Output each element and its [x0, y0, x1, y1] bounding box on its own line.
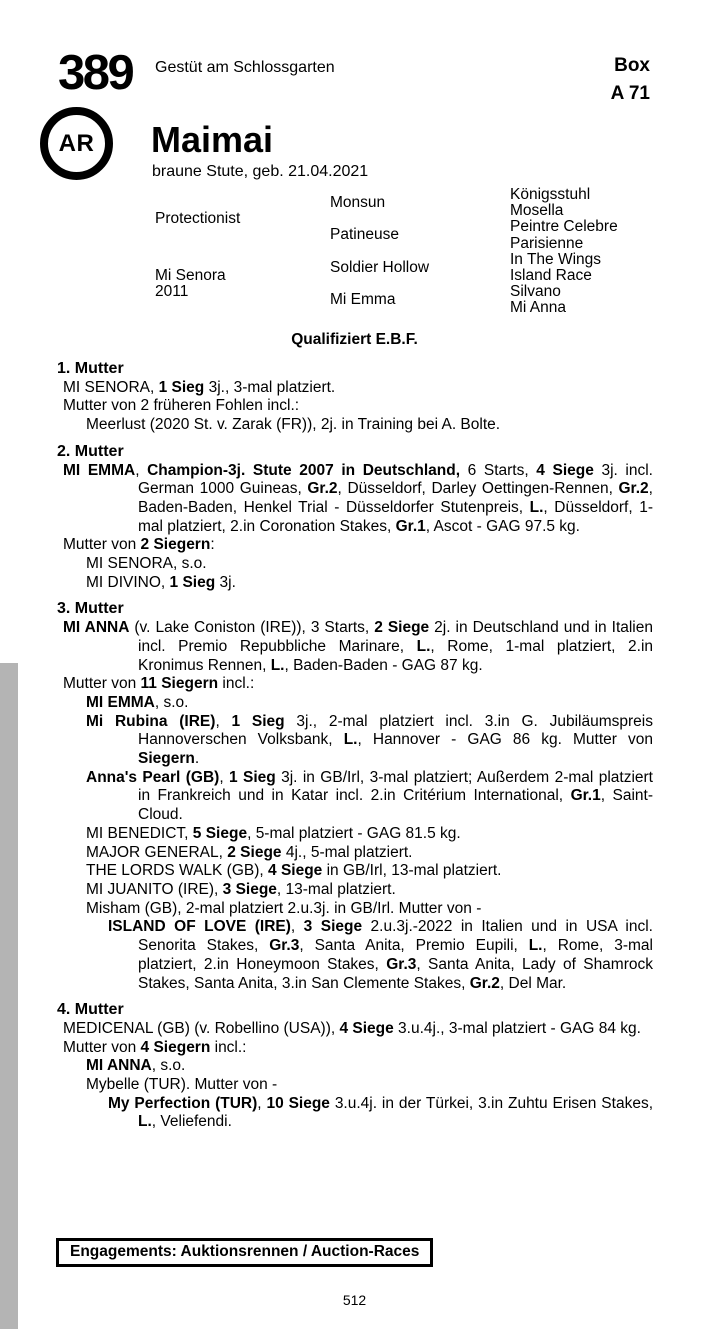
sire-name: Protectionist: [155, 210, 241, 228]
sire-sire-name: Monsun: [330, 194, 386, 212]
section-heading: 3. Mutter: [57, 600, 124, 618]
pedigree-paragraph: MI EMMA, s.o.: [86, 693, 189, 711]
pedigree-paragraph: MI ANNA, s.o.: [86, 1057, 186, 1075]
pedigree-paragraph: MI SENORA, s.o.: [86, 555, 207, 573]
dam-cell: [155, 268, 330, 300]
section-heading: 4. Mutter: [57, 1001, 124, 1019]
box-label: Box: [614, 55, 650, 76]
section-heading: 2. Mutter: [57, 442, 124, 460]
gen3-name: Königsstuhl: [510, 186, 591, 203]
sire-dam-name: Patineuse: [330, 226, 399, 244]
pedigree-paragraph: MI EMMA, Champion-3j. Stute 2007 in Deutschland, 6 Starts, 4 Siege 3j. incl. German 1000 Guineas, Gr.2, Düsseldorf, Darley Oettingen-Rennen, Gr.2, Baden-Baden, Henkel Trial - Düsseldorfer Stutenpreis, L., Düsseldorf, 1-mal platziert, 2.in Coronation Stakes, Gr.1, Ascot - GAG 97.5 kg.: [63, 461, 653, 535]
pedigree-paragraph: Mi Rubina (IRE), 1 Sieg 3j., 2-mal platziert incl. 3.in G. Jubiläumspreis Hannoverschen Volksbank, L., Hannover - GAG 86 kg. Mutter von Siegern.: [86, 712, 653, 768]
pedigree-paragraph: ISLAND OF LOVE (IRE), 3 Siege 2.u.3j.-2022 in Italien und in USA incl. Senorita Stakes, Gr.3, Santa Anita, Premio Eupili, L., Rome, 3-mal platziert, 2.in Honeymoon Stakes, Gr.3, Santa Anita, Lady of Shamrock Stakes, Santa Anita, 3.in San Clemente Stakes, Gr.2, Del Mar.: [108, 918, 653, 992]
pedigree-paragraph: MI SENORA, 1 Sieg 3j., 3-mal platziert.: [63, 378, 336, 396]
gen3-name: In The Wings: [510, 250, 602, 268]
pedigree-paragraph: THE LORDS WALK (GB), 4 Siege in GB/Irl, 13-mal platziert.: [86, 862, 502, 880]
qualification-note: Qualifiziert E.B.F.: [291, 331, 418, 348]
gen3-name: Mi Anna: [510, 299, 567, 317]
horse-name: Maimai: [151, 119, 274, 160]
brand-initials: AR: [58, 129, 95, 157]
box-number: A 71: [610, 83, 650, 104]
scan-edge-strip: [0, 663, 18, 1329]
dam-sire-name: Soldier Hollow: [330, 258, 430, 276]
gen3-name: Silvano: [510, 283, 561, 301]
pedigree-paragraph: MI ANNA (v. Lake Coniston (IRE)), 3 Starts, 2 Siege 2j. in Deutschland und in Italien incl. Premio Repubbliche Marinare, L., Rome, 1-mal platziert, 2.in Kronimus Rennen, L., Baden-Baden - GAG 87 kg.: [63, 619, 654, 674]
horse-details: braune Stute, geb. 21.04.2021: [152, 163, 369, 180]
gen3-name: Island Race: [510, 266, 592, 284]
pedigree-paragraph: Mutter von 11 Siegern incl.:: [63, 675, 255, 693]
pedigree-paragraph: MI BENEDICT, 5 Siege, 5-mal platziert - GAG 81.5 kg.: [86, 824, 461, 842]
pedigree-paragraph: MI JUANITO (IRE), 3 Siege, 13-mal platziert.: [86, 880, 396, 898]
pedigree-table: [155, 187, 655, 317]
pedigree-paragraph: Mutter von 2 Siegern:: [63, 536, 215, 554]
engagements-box: Engagements: Auktionsrennen / Auction-Races: [56, 1238, 433, 1267]
box-assignment: [611, 52, 650, 108]
dam-name: Mi Senora: [155, 266, 226, 284]
pedigree-paragraph: My Perfection (TUR), 10 Siege 3.u.4j. in der Türkei, 3.in Zuhtu Erisen Stakes, L., Veliefendi.: [108, 1094, 653, 1131]
breeder-brand-logo: [40, 107, 113, 180]
pedigree-paragraph: Mutter von 2 früheren Fohlen incl.:: [63, 397, 300, 415]
catalog-number: 389: [58, 46, 133, 100]
section-heading: 1. Mutter: [57, 360, 124, 377]
pedigree-paragraph: Anna's Pearl (GB), 1 Sieg 3j. in GB/Irl, 3-mal platziert; Außerdem 2-mal platziert in Frankreich und in Katar incl. 2.in Critérium International, Gr.1, Saint-Cloud.: [86, 768, 654, 824]
mutter-sections: [57, 360, 653, 1132]
dam-dam-name: Mi Emma: [330, 291, 396, 309]
pedigree-paragraph: Mutter von 4 Siegern incl.:: [63, 1038, 247, 1056]
dam-year: 2011: [155, 283, 189, 301]
gen3-name: Mosella: [510, 202, 564, 220]
pedigree-paragraph: Misham (GB), 2-mal platziert 2.u.3j. in GB/Irl. Mutter von -: [86, 899, 482, 917]
pedigree-paragraph: MI DIVINO, 1 Sieg 3j.: [86, 573, 236, 591]
pedigree-paragraph: Meerlust (2020 St. v. Zarak (FR)), 2j. in Training bei A. Bolte.: [86, 416, 501, 434]
gen3-name: Peintre Celebre: [510, 218, 618, 236]
pedigree-paragraph: Mybelle (TUR). Mutter von -: [86, 1076, 278, 1094]
consignor-name: Gestüt am Schlossgarten: [155, 59, 335, 76]
page-number: 512: [342, 1292, 367, 1308]
pedigree-paragraph: MAJOR GENERAL, 2 Siege 4j., 5-mal platziert.: [86, 843, 413, 861]
pedigree-paragraph: MEDICENAL (GB) (v. Robellino (USA)), 4 Siege 3.u.4j., 3-mal platziert - GAG 84 kg.: [63, 1019, 641, 1037]
gen3-name: Parisienne: [510, 234, 584, 252]
